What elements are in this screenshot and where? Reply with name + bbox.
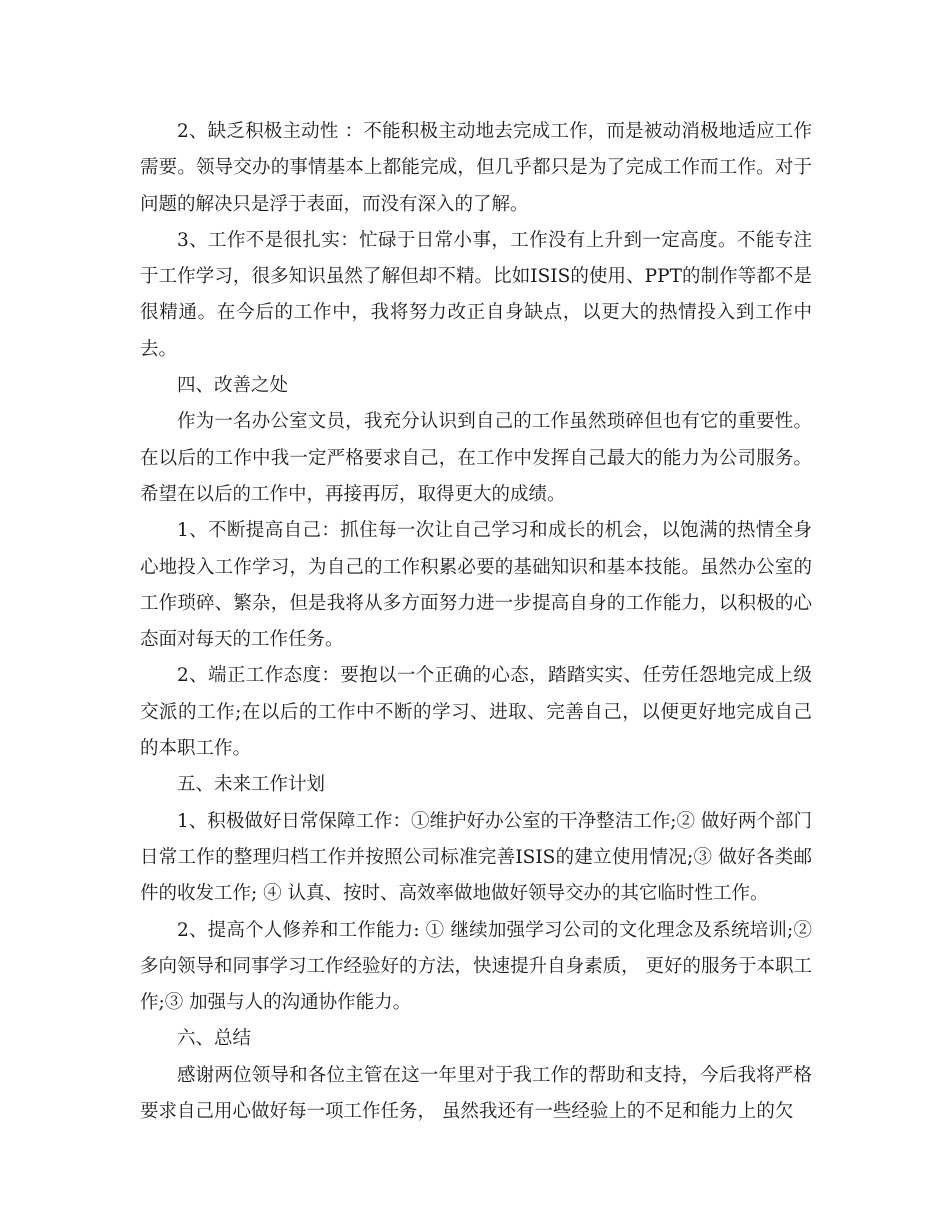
section-heading-future-plan: 五、未来工作计划 [177,774,326,796]
paragraph-improvement-2: 2、端正工作态度：要抱以一个正确的心态，踏踏实实、任劳任怨地完成上级交派的工作;在以后的工作中不断的学习、进取、完善自己，以便更好地完成自己的本职工作。 [140,665,812,760]
paragraph-improvements-intro: 作为一名办公室文员，我充分认识到自己的工作虽然琐碎但也有它的重要性。在以后的工作中我一定严格要求自己，在工作中发挥自己最大的能力为公司服务。希望在以后的工作中，再接再厉，取得更大的成绩。 [140,411,812,505]
document-body [140,114,812,1130]
paragraph-improvement-1: 1、不断提高自己：抓住每一次让自己学习和成长的机会，以饱满的热情全身心地投入工作学习，为自己的工作积累必要的基础知识和基本技能。虽然办公室的工作琐碎、繁杂，但是我将从多方面努力进一步提高自身的工作能力，以积极的心态面对每天的工作任务。 [140,520,812,651]
paragraph-shortcoming-2: 2、缺乏积极主动性 ：不能积极主动地去完成工作，而是被动消极地适应工作需要。领导交办的事情基本上都能完成，但几乎都只是为了完成工作而工作。对于问题的解决只是浮于表面，而没有深入的了解。 [140,121,812,215]
section-heading-improvements: 四、改善之处 [177,375,289,397]
paragraph-summary: 感谢两位领导和各位主管在这一年里对于我工作的帮助和支持，今后我将严格要求自己用心做好每一项工作任务， 虽然我还有一些经验上的不足和能力上的欠 [140,1064,812,1123]
paragraph-plan-2: 2、提高个人修养和工作能力: ① 继续加强学习公司的文化理念及系统培训;② 多向领导和同事学习工作经验好的方法，快速提升自身素质， 更好的服务于本职工作;③ 加强与人的沟通协作能力。 [140,919,812,1014]
section-heading-summary: 六、总结 [177,1028,252,1050]
paragraph-shortcoming-3: 3、工作不是很扎实：忙碌于日常小事，工作没有上升到一定高度。不能专注于工作学习，很多知识虽然了解但却不精。比如ISIS的使用、PPT的制作等都不是很精通。在今后的工作中，我将努力改正自身缺点，以更大的热情投入到工作中去。 [140,229,812,360]
paragraph-plan-1: 1、积极做好日常保障工作：①维护好办公室的干净整洁工作;② 做好两个部门日常工作的整理归档工作并按照公司标准完善ISIS的建立使用情况;③ 做好各类邮件的收发工作; ④ 认真、按时、高效率做地做好领导交办的其它临时性工作。 [140,810,812,905]
